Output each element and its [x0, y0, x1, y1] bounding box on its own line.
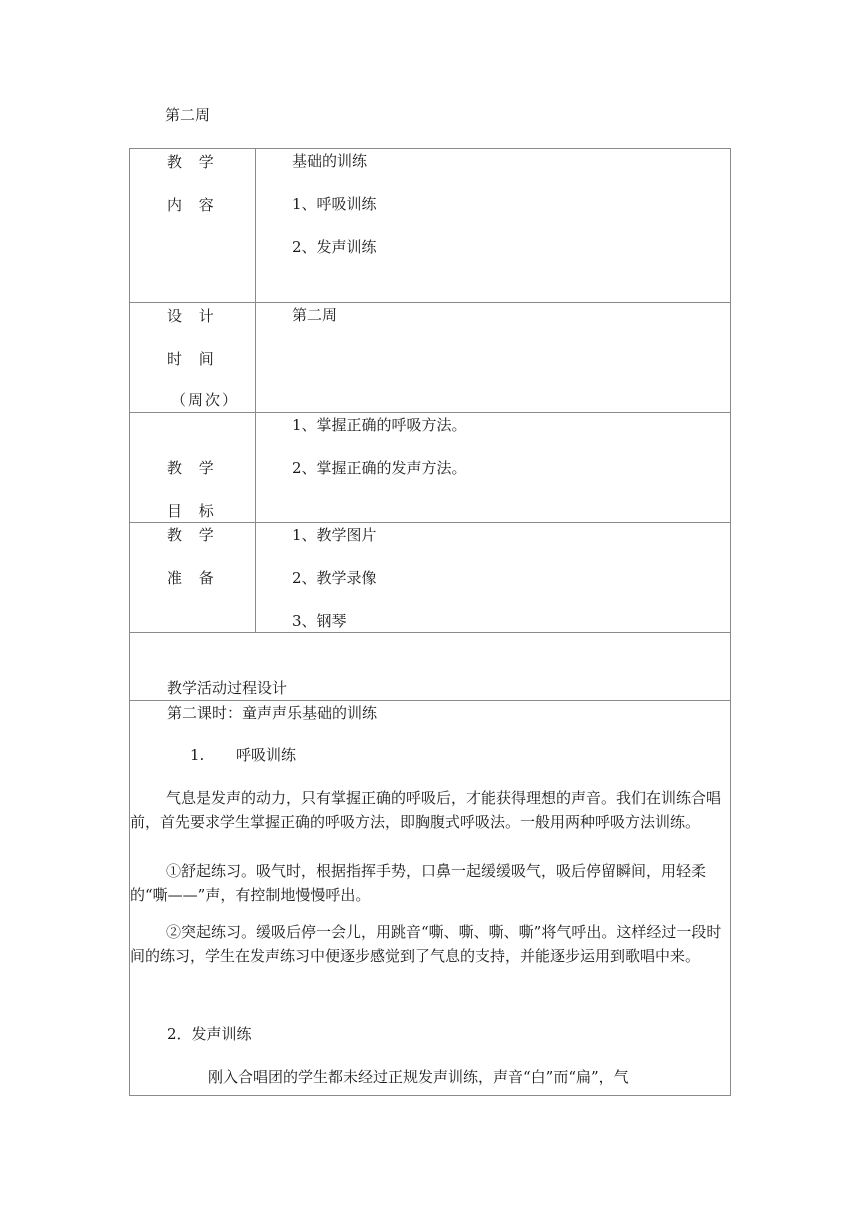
row-design-time — [130, 303, 730, 413]
label-line: 教 学 — [167, 526, 220, 544]
label-line: 设 计 — [167, 307, 220, 325]
paragraph-vocalization-start: 刚入合唱团的学生都未经过正规发声训练，声音“白”而“扁”，气 — [208, 1068, 629, 1086]
content-line: 2、掌握正确的发声方法。 — [292, 459, 467, 477]
label-line: 教 学 — [167, 459, 220, 477]
content-line: 第二周 — [292, 306, 338, 324]
content-line: 1、掌握正确的呼吸方法。 — [292, 416, 467, 434]
page-heading: 第二周 — [165, 106, 211, 124]
content-cell-teaching-content — [256, 149, 730, 302]
section-title-breathing: 呼吸训练 — [236, 746, 297, 764]
label-line: 教 学 — [167, 153, 220, 171]
process-title: 教学活动过程设计 — [167, 679, 288, 697]
paragraph-slow-exercise: ①舒起练习。吸气时，根据指挥手势，口鼻一起缓缓吸气，吸后停留瞬间，用轻柔的“嘶——”声，有控制地慢慢呼出。 — [130, 862, 707, 904]
content-cell-teaching-prep — [256, 523, 730, 632]
label-cell-teaching-content — [130, 149, 256, 302]
label-line: （周次） — [171, 391, 240, 409]
content-cell-design-time — [256, 303, 730, 412]
section-number: 1. — [190, 746, 205, 764]
label-line: 内 容 — [167, 196, 220, 214]
label-line: 时 间 — [167, 350, 220, 368]
content-line: 2、教学录像 — [292, 569, 377, 587]
label-cell-teaching-goals — [130, 413, 256, 522]
lesson-title: 第二课时：童声声乐基础的训练 — [167, 704, 378, 722]
row-teaching-goals — [130, 413, 730, 523]
content-line: 1、教学图片 — [292, 526, 377, 544]
row-teaching-content — [130, 149, 730, 303]
content-cell-teaching-goals — [256, 413, 730, 522]
row-process-heading — [130, 633, 730, 701]
row-process-body — [130, 701, 730, 1095]
section-title-vocalization: 2．发声训练 — [167, 1025, 252, 1043]
label-cell-teaching-prep — [130, 523, 256, 632]
content-line: 1、呼吸训练 — [292, 195, 377, 213]
content-line: 3、钢琴 — [292, 612, 347, 630]
paragraph-breathing-intro: 气息是发声的动力，只有掌握正确的呼吸后，才能获得理想的声音。我们在训练合唱前，首先要求学生掌握正确的呼吸方法，即胸腹式呼吸法。一般用两种呼吸方法训练。 — [130, 789, 722, 831]
lesson-plan-table — [129, 148, 731, 1096]
label-line: 准 备 — [167, 569, 220, 587]
label-cell-design-time — [130, 303, 256, 412]
label-line: 目 标 — [167, 502, 220, 520]
paragraph-sudden-exercise: ②突起练习。缓吸后停一会儿，用跳音“嘶、嘶、嘶、嘶”将气呼出。这样经过一段时间的练习，学生在发声练习中便逐步感觉到了气息的支持，并能逐步运用到歌唱中来。 — [130, 923, 722, 965]
row-teaching-prep — [130, 523, 730, 633]
content-line: 基础的训练 — [292, 152, 368, 170]
content-line: 2、发声训练 — [292, 238, 377, 256]
